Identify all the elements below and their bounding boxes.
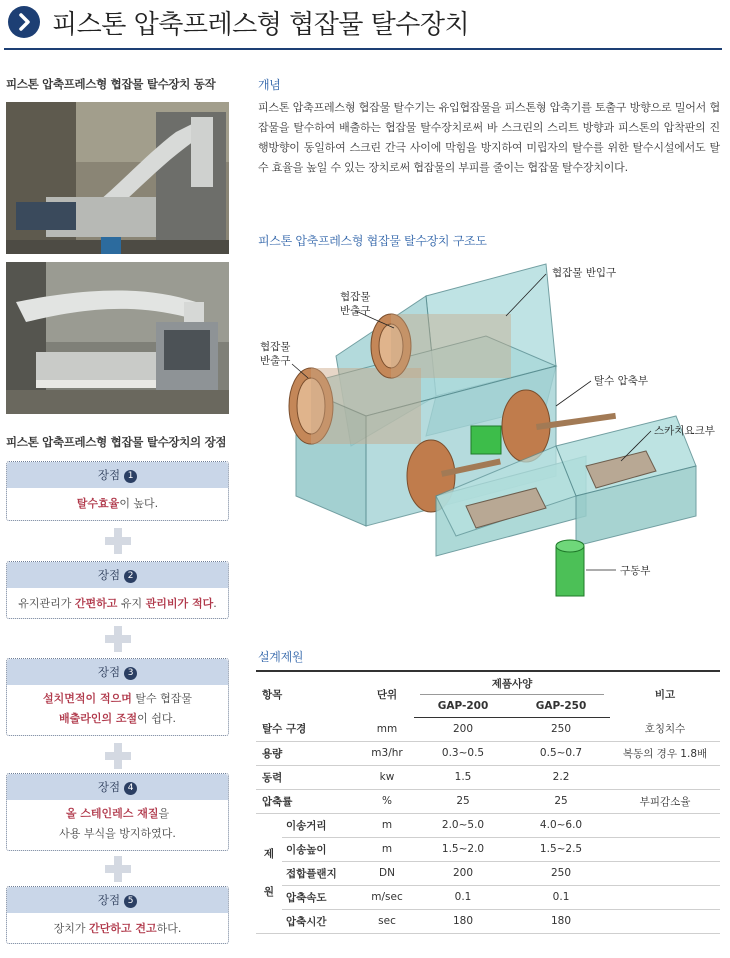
row-item: 이송거리 — [282, 813, 360, 837]
table-row — [256, 789, 720, 813]
outlet-top-label-1: 협잡물 — [340, 291, 371, 303]
plus-icon — [105, 743, 131, 769]
advantage-highlight: 간단하고 견고 — [89, 922, 157, 935]
chevron-right-icon — [8, 6, 40, 38]
advantage-highlight: 관리비가 적다 — [145, 597, 214, 610]
row-unit: sec — [360, 909, 414, 933]
row-note: 호칭치수 — [610, 717, 720, 741]
advantage-plain: 을 — [158, 807, 170, 820]
scotch-yoke-label: 스카치요크부 — [654, 425, 715, 437]
advantage-plain: 이 높다. — [119, 497, 159, 510]
row-value-2: 25 — [512, 789, 610, 813]
advantage-number: 2 — [124, 570, 137, 583]
row-note: 부피감소율 — [610, 789, 720, 813]
advantage-label: 장점 — [97, 893, 121, 907]
table-row — [256, 861, 720, 885]
row-unit: m/sec — [360, 885, 414, 909]
advantage-plain: 장치가 — [53, 922, 90, 935]
advantage-highlight: 올 스테인레스 재질 — [65, 807, 159, 820]
head-note: 비고 — [654, 689, 676, 701]
advantage-number: 3 — [124, 667, 137, 680]
row-item: 압축률 — [256, 789, 360, 813]
advantage-label: 장점 — [97, 665, 121, 679]
advantage-card-5 — [6, 886, 229, 944]
advantage-highlight: 설치면적이 적으며 — [43, 692, 132, 705]
advantage-number: 5 — [124, 895, 137, 908]
inlet-label: 협잡물 반입구 — [552, 267, 617, 279]
drive-label: 구동부 — [620, 565, 651, 577]
advantage-plain: 사용 부식을 방지하였다. — [59, 827, 176, 840]
advantage-plain: 유지 — [117, 597, 146, 610]
plus-icon — [105, 856, 131, 882]
advantage-text — [7, 488, 228, 514]
advantage-highlight: 간편하고 — [74, 597, 118, 610]
row-value-1: 0.1 — [414, 885, 512, 909]
advantage-header — [7, 562, 228, 588]
spec-title: 설계제원 — [258, 650, 304, 664]
row-item: 탈수 구경 — [256, 717, 360, 741]
advantage-header — [7, 774, 228, 800]
operation-photo-2 — [6, 262, 229, 414]
row-unit: m3/hr — [360, 741, 414, 765]
overview-text: 피스톤 압축프레스형 협잡물 탈수기는 유입협잡물을 피스톤형 압축기를 토출구 방향으로 밀어서 협잡물을 탈수하여 배출하는 협잡물 탈수장치로써 바 스크린의 스리트 방향과 피스톤의 압착판의 진행방향이 동일하여 스크린 간극 사이에 막힘을 방지하여 미립자의 탈수를 위한 탈수시설에서도 탈수 효율을 높일 수 있는 장치로써 협잡물의 부피를 줄이는 협잡물 탈수장치이다. — [258, 101, 720, 174]
advantage-label: 장점 — [97, 468, 121, 482]
advantage-plain: 유지관리가 — [18, 597, 75, 610]
table-row — [256, 837, 720, 861]
row-unit: DN — [360, 861, 414, 885]
table-row — [256, 765, 720, 789]
table-row — [256, 741, 720, 765]
advantage-card-3 — [6, 658, 229, 736]
row-item: 용량 — [256, 741, 360, 765]
row-note — [610, 837, 720, 861]
compressor-label: 탈수 압축부 — [594, 375, 649, 387]
row-value-2: 250 — [512, 717, 610, 741]
advantage-header — [7, 887, 228, 913]
advantage-plain: 탈수 협잡물 — [131, 692, 192, 705]
outlet-top-label-2: 반출구 — [340, 305, 371, 317]
advantage-text — [7, 913, 228, 939]
row-item: 접합플랜지 — [282, 861, 360, 885]
outlet-left-label-1: 협잡물 — [260, 341, 291, 353]
advantage-plain: 하다. — [156, 922, 182, 935]
row-value-2: 0.1 — [512, 885, 610, 909]
row-unit: % — [360, 789, 414, 813]
row-value-2: 250 — [512, 861, 610, 885]
plus-icon — [105, 528, 131, 554]
head-unit: 단위 — [376, 689, 398, 701]
row-note — [610, 909, 720, 933]
row-unit: mm — [360, 717, 414, 741]
advantage-text — [7, 685, 228, 729]
row-value-1: 2.0~5.0 — [414, 813, 512, 837]
row-value-2: 0.5~0.7 — [512, 741, 610, 765]
group-label — [256, 813, 282, 933]
page-title: 피스톤 압축프레스형 협잡물 탈수장치 — [52, 10, 470, 40]
row-item: 이송높이 — [282, 837, 360, 861]
page-header — [0, 0, 730, 50]
advantage-card-2 — [6, 561, 229, 619]
advantage-number: 4 — [124, 782, 137, 795]
overview-title: 개념 — [258, 78, 281, 92]
group-label-2: 원 — [263, 886, 275, 898]
row-note — [610, 813, 720, 837]
row-item: 압축속도 — [282, 885, 360, 909]
advantage-card-4 — [6, 773, 229, 851]
table-row — [256, 885, 720, 909]
head-model-1: GAP-200 — [414, 695, 512, 717]
row-unit: m — [360, 813, 414, 837]
advantage-card-1 — [6, 461, 229, 521]
advantage-header — [7, 462, 228, 488]
row-unit: kw — [360, 765, 414, 789]
plus-icon — [105, 626, 131, 652]
structure-diagram — [256, 256, 722, 616]
advantage-header — [7, 659, 228, 685]
head-product: 제품사양 — [414, 671, 610, 695]
advantage-text — [7, 588, 228, 614]
row-value-1: 25 — [414, 789, 512, 813]
outlet-left-label-2: 반출구 — [260, 355, 291, 367]
row-note: 복동의 경우 1.8배 — [610, 741, 720, 765]
table-row — [256, 909, 720, 933]
advantage-highlight: 배출라인의 조절 — [58, 712, 138, 725]
table-row — [256, 717, 720, 741]
row-note — [610, 765, 720, 789]
row-value-1: 1.5~2.0 — [414, 837, 512, 861]
group-label-1: 제 — [263, 848, 275, 860]
row-item: 동력 — [256, 765, 360, 789]
advantage-label: 장점 — [97, 780, 121, 794]
head-item: 항목 — [262, 689, 283, 701]
row-value-1: 200 — [414, 717, 512, 741]
advantages-title: 피스톤 압축프레스형 협잡물 탈수장치의 장점 — [6, 435, 227, 449]
row-value-2: 180 — [512, 909, 610, 933]
row-note — [610, 885, 720, 909]
advantage-plain: . — [213, 597, 217, 610]
operation-title: 피스톤 압축프레스형 협잡물 탈수장치 동작 — [6, 77, 216, 91]
advantage-label: 장점 — [97, 568, 121, 582]
advantage-plain: 이 쉽다. — [137, 712, 177, 725]
row-value-2: 1.5~2.5 — [512, 837, 610, 861]
diagram-title: 피스톤 압축프레스형 협잡물 탈수장치 구조도 — [258, 234, 487, 248]
row-value-1: 180 — [414, 909, 512, 933]
row-value-1: 200 — [414, 861, 512, 885]
row-value-2: 2.2 — [512, 765, 610, 789]
row-unit: m — [360, 837, 414, 861]
advantage-text — [7, 800, 228, 844]
row-note — [610, 861, 720, 885]
head-model-2: GAP-250 — [512, 695, 610, 717]
header-divider — [4, 48, 722, 50]
operation-photo-1 — [6, 102, 229, 254]
row-value-1: 0.3~0.5 — [414, 741, 512, 765]
row-value-1: 1.5 — [414, 765, 512, 789]
advantage-number: 1 — [124, 470, 137, 483]
table-row — [256, 813, 720, 837]
spec-table — [256, 670, 720, 934]
advantage-highlight: 탈수효율 — [76, 497, 120, 510]
row-item: 압축시간 — [282, 909, 360, 933]
row-value-2: 4.0~6.0 — [512, 813, 610, 837]
